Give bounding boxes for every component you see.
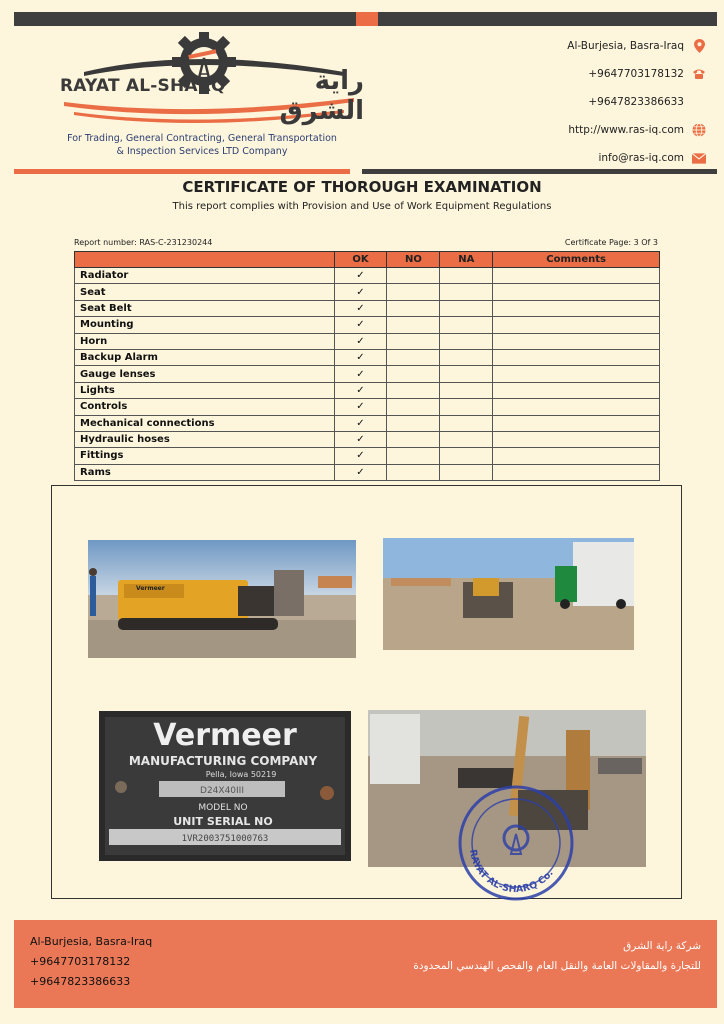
inspection-checklist-table [74, 251, 660, 481]
machine-brand: Vermeer [136, 585, 165, 592]
row-no [387, 284, 440, 300]
row-item: Backup Alarm [75, 349, 335, 365]
row-na [440, 382, 493, 398]
row-no [387, 349, 440, 365]
table-row [75, 415, 660, 431]
row-comments [493, 464, 660, 480]
row-no [387, 317, 440, 333]
nameplate-location: Pella, Iowa 50219 [205, 770, 277, 779]
logo-text-english: RAYAT AL-SHARQ [60, 76, 226, 96]
company-line-1: For Trading, General Contracting, General Transportation [67, 133, 337, 144]
row-comments [493, 448, 660, 464]
contact-phone-2 [466, 88, 706, 116]
table-row [75, 366, 660, 382]
row-comments [493, 284, 660, 300]
document-subtitle: This report complies with Provision and Use of Work Equipment Regulations [172, 201, 552, 212]
table-row [75, 317, 660, 333]
company-stamp-seal [450, 782, 582, 904]
contact-website [466, 116, 706, 144]
header-na: NA [440, 252, 493, 268]
row-no [387, 399, 440, 415]
row-comments [493, 317, 660, 333]
company-description [44, 132, 360, 158]
row-item: Gauge lenses [75, 366, 335, 382]
stamp-text: RAYAT AL-SHARQ Co. [467, 848, 556, 896]
top-accent-bar [356, 12, 378, 26]
row-item: Controls [75, 399, 335, 415]
table-row [75, 284, 660, 300]
row-item: Radiator [75, 268, 335, 284]
header-divider [14, 169, 717, 174]
nameplate-brand: Vermeer [153, 718, 297, 753]
svg-text:RAYAT AL-SHARQ Co. [467, 849, 556, 895]
contact-website-text: http://www.ras-iq.com [568, 124, 684, 136]
row-comments [493, 300, 660, 316]
photo-nameplate [99, 711, 351, 861]
mail-icon [692, 151, 706, 165]
contact-email [466, 144, 706, 172]
header-item [75, 252, 335, 268]
photo-drill-rig-side [88, 540, 356, 658]
row-ok: ✓ [334, 382, 387, 398]
row-item: Hydraulic hoses [75, 431, 335, 447]
footer-phone-2: +9647823386633 [30, 975, 131, 988]
row-ok: ✓ [334, 448, 387, 464]
company-logo [44, 32, 364, 162]
contact-address [466, 32, 706, 60]
row-ok: ✓ [334, 268, 387, 284]
nameplate-model-label: MODEL NO [198, 803, 248, 813]
row-no [387, 448, 440, 464]
row-no [387, 333, 440, 349]
row-ok: ✓ [334, 431, 387, 447]
header-contacts [466, 32, 706, 172]
footer-arabic-company [413, 936, 701, 976]
row-comments [493, 399, 660, 415]
row-ok: ✓ [334, 366, 387, 382]
table-row [75, 448, 660, 464]
row-item: Seat [75, 284, 335, 300]
row-na [440, 349, 493, 365]
row-no [387, 382, 440, 398]
row-no [387, 464, 440, 480]
row-comments [493, 431, 660, 447]
row-na [440, 448, 493, 464]
footer-arabic-description: للتجارة والمقاولات العامة والنقل العام والفحص الهندسي المحدودة [413, 960, 701, 972]
report-number: Report number: RAS-C-231230244 [74, 238, 213, 247]
table-row [75, 464, 660, 480]
row-no [387, 415, 440, 431]
row-item: Horn [75, 333, 335, 349]
row-na [440, 300, 493, 316]
row-ok: ✓ [334, 317, 387, 333]
contact-email-text: info@ras-iq.com [598, 152, 684, 164]
row-na [440, 268, 493, 284]
company-line-2: & Inspection Services LTD Company [116, 146, 288, 157]
header-no: NO [387, 252, 440, 268]
row-comments [493, 382, 660, 398]
row-comments [493, 268, 660, 284]
contact-phone-1 [466, 60, 706, 88]
contact-phone-2-text: +9647823386633 [588, 96, 684, 108]
table-row [75, 268, 660, 284]
header-ok: OK [334, 252, 387, 268]
row-ok: ✓ [334, 399, 387, 415]
row-na [440, 431, 493, 447]
row-item: Lights [75, 382, 335, 398]
row-comments [493, 415, 660, 431]
table-row [75, 399, 660, 415]
footer-contacts [30, 932, 152, 992]
footer-arabic-name: شركة راية الشرق [623, 940, 701, 952]
row-no [387, 300, 440, 316]
table-row [75, 382, 660, 398]
photo-gallery-frame [51, 485, 682, 899]
document-title: CERTIFICATE OF THOROUGH EXAMINATION [182, 178, 542, 196]
contact-address-text: Al-Burjesia, Basra-Iraq [567, 40, 684, 52]
row-na [440, 284, 493, 300]
row-na [440, 333, 493, 349]
table-row [75, 333, 660, 349]
nameplate-serial-label: UNIT SERIAL NO [173, 815, 273, 828]
row-ok: ✓ [334, 349, 387, 365]
footer-phone-1: +9647703178132 [30, 955, 131, 968]
row-item: Rams [75, 464, 335, 480]
row-na [440, 399, 493, 415]
globe-icon [692, 123, 706, 137]
table-row [75, 431, 660, 447]
nameplate-serial-value: 1VR2003751000763 [181, 834, 269, 844]
logo-text-arabic: راية الشرق [279, 66, 364, 126]
row-comments [493, 349, 660, 365]
page-footer [14, 920, 717, 1008]
row-na [440, 464, 493, 480]
photo-site-with-truck [383, 538, 634, 650]
row-item: Seat Belt [75, 300, 335, 316]
row-comments [493, 333, 660, 349]
nameplate-company: MANUFACTURING COMPANY [128, 754, 318, 768]
row-na [440, 415, 493, 431]
table-row [75, 349, 660, 365]
certificate-page: Certificate Page: 3 Of 3 [564, 238, 658, 247]
row-comments [493, 366, 660, 382]
row-no [387, 431, 440, 447]
row-no [387, 366, 440, 382]
row-item: Mounting [75, 317, 335, 333]
row-na [440, 366, 493, 382]
footer-address: Al-Burjesia, Basra-Iraq [30, 935, 153, 948]
header-comments: Comments [493, 252, 660, 268]
row-ok: ✓ [334, 333, 387, 349]
row-item: Mechanical connections [75, 415, 335, 431]
row-no [387, 268, 440, 284]
nameplate-model-value: D24X40III [200, 786, 244, 796]
row-item: Fittings [75, 448, 335, 464]
table-row [75, 300, 660, 316]
location-pin-icon [692, 39, 706, 53]
row-ok: ✓ [334, 284, 387, 300]
row-ok: ✓ [334, 415, 387, 431]
table-header-row [75, 252, 660, 268]
row-ok: ✓ [334, 464, 387, 480]
row-ok: ✓ [334, 300, 387, 316]
phone-icon [692, 67, 706, 81]
row-na [440, 317, 493, 333]
contact-phone-1-text: +9647703178132 [588, 68, 684, 80]
